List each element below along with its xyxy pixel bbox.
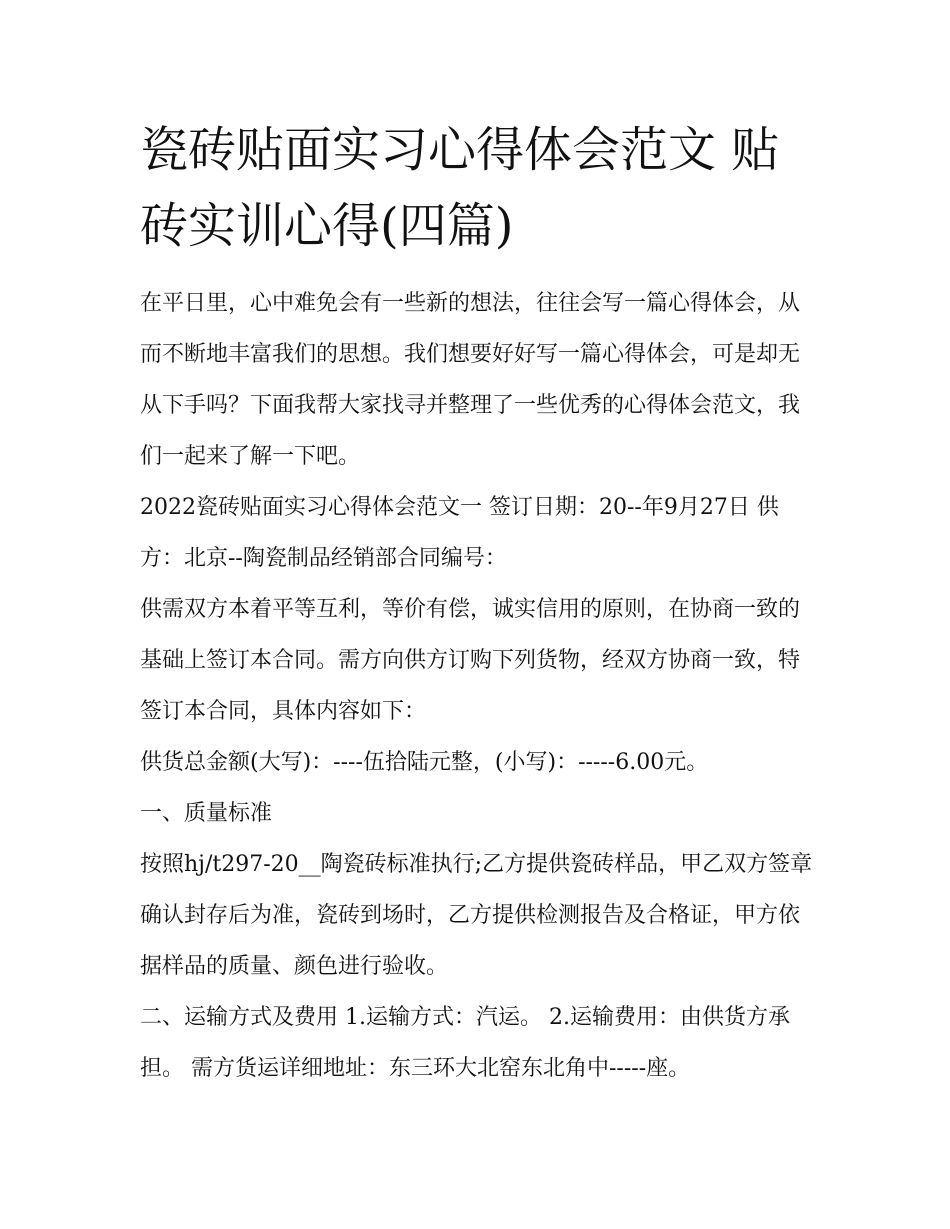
section-heading-quality: 一、质量标准 (140, 801, 273, 826)
paragraph-contract-header: 2022瓷砖贴面实习心得体会范文一 签订日期：20--年9月27日 供方：北京--陶瓷制品经销部合同编号： (140, 495, 779, 571)
paragraph-transport: 二、运输方式及费用 1.运输方式：汽运。 2.运输费用：由供货方承担。 需方货运详细地址：东三环大北窑东北角中-----座。 (140, 1005, 790, 1081)
paragraph-quality-standard: 按照hj/t297-20__陶瓷砖标准执行;乙方提供瓷砖样品，甲乙双方签章确认封存后为准，瓷砖到场时，乙方提供检测报告及合格证，甲方依据样品的质量、颜色进行验收。 (140, 852, 813, 979)
document-title: 瓷砖贴面实习心得体会范文 贴砖实训心得(四篇) (140, 122, 780, 254)
paragraph-total-amount: 供货总金额(大写)：----伍拾陆元整，(小写)：-----6.00元。 (140, 750, 709, 775)
paragraph-agreement: 供需双方本着平等互利，等价有偿，诚实信用的原则，在协商一致的基础上签订本合同。需方向供方订购下列货物，经双方协商一致，特签订本合同，具体内容如下： (140, 597, 801, 724)
paragraph-intro: 在平日里，心中难免会有一些新的想法，往往会写一篇心得体会，从而不断地丰富我们的思想。我们想要好好写一篇心得体会，可是却无从下手吗？下面我帮大家找寻并整理了一些优秀的心得体会范文，我们一起来了解一下吧。 (140, 291, 801, 469)
document-page (140, 112, 820, 1094)
document-body (140, 278, 820, 1094)
